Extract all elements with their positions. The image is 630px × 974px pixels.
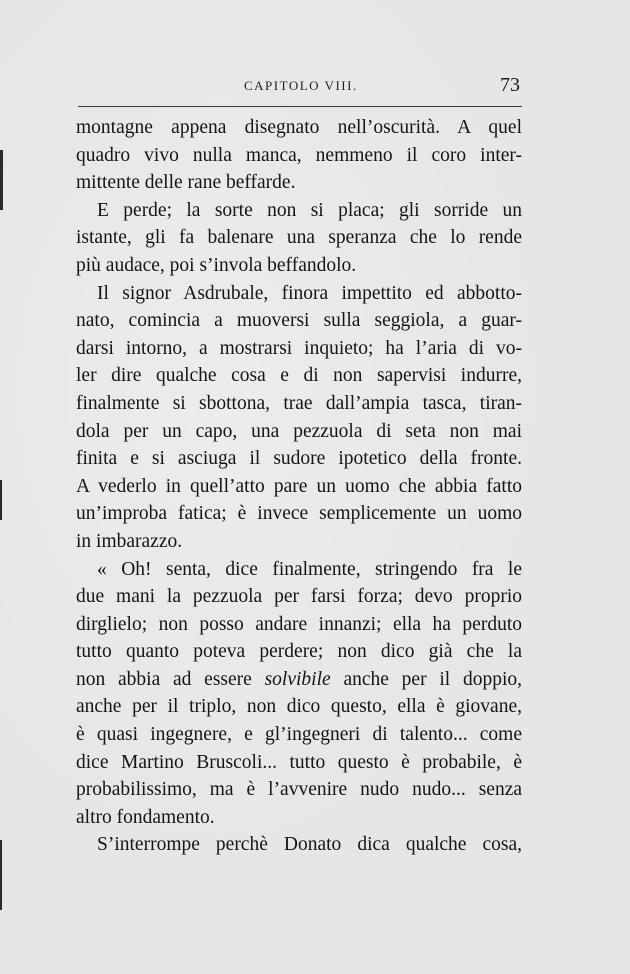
text-line: finita e si asciuga il sudore ipotetico della fronte. [76, 448, 522, 470]
text-line: A vederlo in quell’atto pare un uomo che abbia fatto [76, 475, 522, 497]
text-line: probabilissimo, ma è l’avvenire nudo nudo... senza [76, 779, 522, 801]
page-number: 73 [500, 74, 520, 96]
text-line: in imbarazzo. [76, 530, 183, 552]
text-line: istante, gli fa balenare una speranza che lo rende [76, 227, 522, 249]
text-line: dirglielo; non posso andare innanzi; ella ha perduto [76, 613, 522, 635]
text-line: mittente delle rane beffarde. [76, 172, 296, 194]
text-line: due mani la pezzuola per farsi forza; devo proprio [76, 586, 522, 608]
text-line: è quasi ingegnere, e gl’ingegneri di talento... come [76, 724, 522, 746]
text-fragment: anche per il doppio, [330, 668, 522, 690]
text-line: tutto quanto poteva perdere; non dico già che la [76, 641, 522, 663]
body-text [76, 114, 522, 859]
text-line: dice Martino Bruscoli... tutto questo è probabile, è [76, 751, 522, 773]
text-line: darsi intorno, a mostrarsi inquieto; ha l’aria di vo- [76, 337, 522, 359]
text-line: quadro vivo nulla manca, nemmeno il coro inter- [76, 144, 522, 166]
text-line: montagne appena disegnato nell’oscurità. A quel [76, 117, 522, 138]
text-line: « Oh! senta, dice finalmente, stringendo fra le [97, 558, 522, 580]
header-rule [78, 106, 522, 107]
text-line: Il signor Asdrubale, finora impettito ed abbotto- [97, 282, 522, 304]
page-edge-shadow [0, 840, 2, 910]
text-line: S’interrompe perchè Donato dica qualche cosa, [97, 834, 522, 856]
running-head: CAPITOLO VIII. [244, 78, 358, 93]
text-fragment: non abbia ad essere [76, 668, 265, 690]
text-line: finalmente si sbottona, trae dall’ampia tasca, tiran- [76, 392, 522, 414]
text-line: dola per un capo, una pezzuola di seta non mai [76, 420, 522, 442]
italic-word: solvibile [264, 668, 331, 690]
text-line-with-italic [76, 666, 522, 694]
text-line: un’improba fatica; è invece semplicemente un uomo [76, 503, 522, 525]
page-edge-shadow [0, 150, 3, 210]
text-line: più audace, poi s’invola beffandolo. [76, 254, 357, 276]
text-line: ler dire qualche cosa e di non sapervisi indurre, [76, 365, 522, 387]
text-line: anche per il triplo, non dico questo, ella è giovane, [76, 696, 522, 718]
page-edge-shadow [0, 480, 2, 520]
page-header [78, 74, 520, 100]
text-line: E perde; la sorte non si placa; gli sorride un [97, 199, 522, 221]
text-line: nato, comincia a muoversi sulla seggiola, a guar- [76, 310, 522, 332]
text-line: altro fondamento. [76, 806, 215, 828]
